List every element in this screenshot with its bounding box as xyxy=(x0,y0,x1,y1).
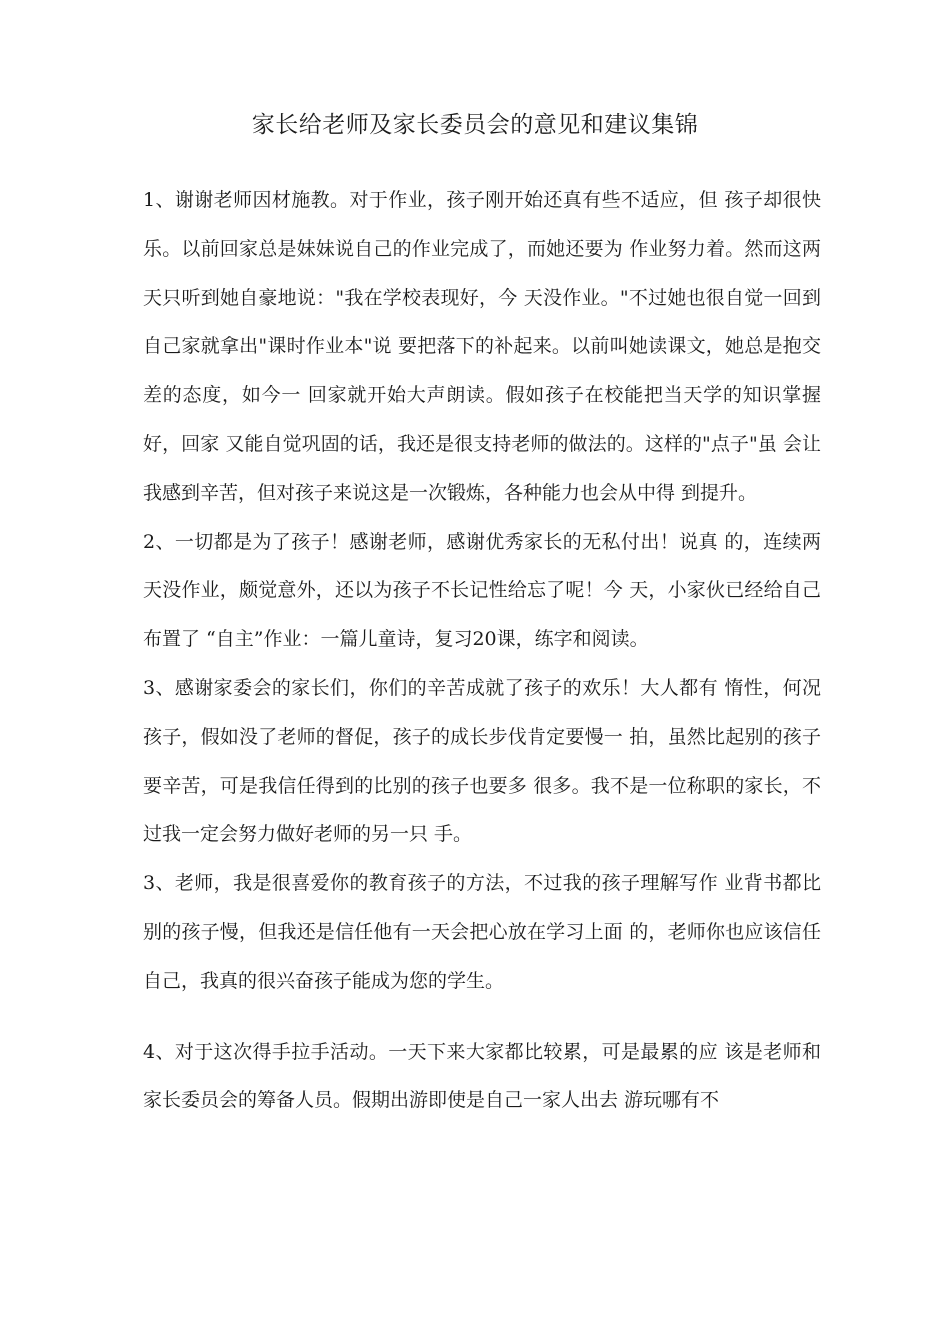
document-body xyxy=(143,176,821,1125)
paragraph-2: 2、一切都是为了孩子！感谢老师，感谢优秀家长的无私付出！说真 的，连续两天没作业，颇觉意外，还以为孩子不长记性给忘了呢！今 天，小家伙已经给自己布置了 “自主”作业：一篇儿童诗，复习20课，练字和阅读。 xyxy=(143,530,821,651)
paragraph-5: 4、对于这次得手拉手活动。一天下来大家都比较累，可是最累的应 该是老师和家长委员会的筹备人员。假期出游即使是自己一家人出去 游玩哪有不 xyxy=(143,1040,821,1112)
document-title: 家长给老师及家长委员会的意见和建议集锦 xyxy=(251,112,699,138)
paragraph-1: 1、谢谢老师因材施教。对于作业，孩子刚开始还真有些不适应，但 孩子却很快乐。以前回家总是妹妹说自己的作业完成了，而她还要为 作业努力着。然而这两天只听到她自豪地说："我在学校表现好，今 天没作业。"不过她也很自觉一回到自己家就拿出"课时作业本"说 要把落下的补起来。以前叫她读课文，她总是抱交差的态度，如今一 回家就开始大声朗读。假如孩子在校能把当天学的知识掌握好，回家 又能自觉巩固的话，我还是很支持老师的做法的。这样的"点子"虽 会让我感到辛苦，但对孩子来说这是一次锻炼，各种能力也会从中得 到提升。 xyxy=(143,189,821,504)
paragraph-4: 3、老师，我是很喜爱你的教育孩子的方法，不过我的孩子理解写作 业背书都比别的孩子慢，但我还是信任他有一天会把心放在学习上面 的，老师你也应该信任自己，我真的很兴奋孩子能成为您的学生。 xyxy=(143,872,821,992)
paragraph-3: 3、感谢家委会的家长们，你们的辛苦成就了孩子的欢乐！大人都有 惰性，何况孩子，假如没了老师的督促，孩子的成长步伐肯定要慢一 拍，虽然比起别的孩子要辛苦，可是我信任得到的比别的孩子也要多 很多。我不是一位称职的家长，不过我一定会努力做好老师的另一只 手。 xyxy=(143,676,821,846)
